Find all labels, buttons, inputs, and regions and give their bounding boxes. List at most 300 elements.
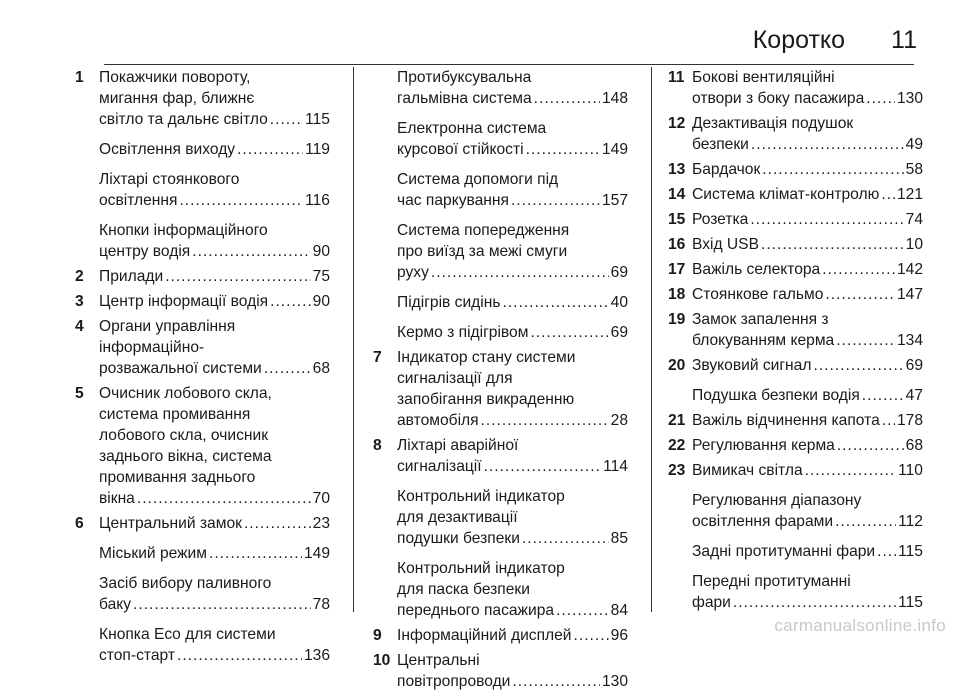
index-entry	[668, 259, 923, 280]
page-reference: 69	[610, 264, 628, 281]
entry-line: Індикатор стану системи	[397, 349, 576, 366]
entry-number: 8	[373, 437, 382, 454]
entry-last-line	[99, 358, 330, 379]
dot-leader	[137, 488, 311, 509]
page-reference: 130	[896, 90, 923, 107]
entry-line: промивання заднього	[99, 469, 256, 486]
entry-text	[397, 347, 628, 431]
index-entry	[668, 234, 923, 255]
entry-label: Бардачок	[692, 161, 761, 178]
index-entry	[373, 118, 628, 160]
index-entry	[373, 169, 628, 211]
dot-leader	[530, 322, 608, 343]
index-entry	[75, 139, 330, 160]
header-divider	[104, 64, 914, 65]
entry-number: 17	[668, 261, 686, 278]
entry-last-line	[99, 190, 330, 211]
entry-label: стоп-старт	[99, 647, 175, 664]
entry-label: переднього пасажира	[397, 602, 555, 619]
index-entry	[668, 184, 923, 205]
dot-leader	[866, 88, 895, 109]
page-reference: 69	[905, 357, 923, 374]
entry-label: руху	[397, 264, 429, 281]
entry-last-line	[692, 410, 923, 431]
entry-last-line	[692, 184, 923, 205]
page-reference: 115	[898, 594, 923, 611]
index-entry	[668, 159, 923, 180]
entry-text	[99, 291, 330, 312]
page-reference: 47	[905, 387, 923, 404]
entry-number: 11	[668, 69, 685, 86]
entry-label: Стоянкове гальмо	[692, 286, 824, 303]
entry-text	[397, 625, 628, 646]
entry-last-line	[692, 592, 923, 613]
page-reference: 115	[898, 543, 923, 560]
dot-leader	[835, 511, 896, 532]
index-entry	[75, 220, 330, 262]
entry-label: Задні протитуманні фари	[692, 543, 876, 560]
entry-line: Система попередження	[397, 222, 570, 239]
entry-label: Центр інформації водія	[99, 293, 269, 310]
entry-last-line	[99, 139, 330, 160]
index-entry	[75, 67, 330, 130]
entry-label: Важіль відчинення капота	[692, 412, 880, 429]
entry-last-line	[99, 241, 330, 262]
dot-leader	[237, 139, 303, 160]
entry-line: Електронна система	[397, 120, 547, 137]
entry-number: 12	[668, 115, 686, 132]
dot-leader	[837, 435, 904, 456]
entry-number: 16	[668, 236, 686, 253]
entry-text	[99, 624, 330, 666]
column-divider-2	[651, 67, 652, 612]
entry-last-line	[397, 88, 628, 109]
index-entry	[75, 513, 330, 534]
entry-line: інформаційно-	[99, 339, 205, 356]
dot-leader	[270, 109, 303, 130]
entry-text	[397, 435, 628, 477]
entry-label: автомобіля	[397, 412, 479, 429]
page-reference: 136	[303, 647, 330, 664]
dot-leader	[481, 410, 609, 431]
entry-line: лобового скла, очисник	[99, 427, 269, 444]
entry-text	[692, 209, 923, 230]
entry-label: Вхід USB	[692, 236, 759, 253]
dot-leader	[133, 594, 311, 615]
entry-number: 7	[373, 349, 382, 366]
index-entry	[668, 113, 923, 155]
dot-leader	[264, 358, 311, 379]
page-reference: 121	[896, 186, 923, 203]
dot-leader	[574, 625, 609, 646]
page-reference: 115	[305, 111, 330, 128]
entry-number: 14	[668, 186, 686, 203]
page-reference: 78	[312, 596, 330, 613]
index-entry	[668, 385, 923, 406]
index-entry	[373, 650, 628, 692]
entry-line: Передні протитуманні	[692, 573, 851, 590]
entry-text	[397, 118, 628, 160]
page-reference: 130	[601, 673, 628, 690]
entry-label: повітропроводи	[397, 673, 511, 690]
entry-last-line	[692, 284, 923, 305]
index-column-1	[75, 67, 330, 666]
entry-label: центру водія	[99, 243, 191, 260]
dot-leader	[825, 284, 895, 305]
entry-text	[99, 220, 330, 262]
entry-text	[692, 410, 923, 431]
index-entry	[75, 291, 330, 312]
page-reference: 147	[896, 286, 923, 303]
index-entry	[373, 292, 628, 313]
index-entry	[75, 543, 330, 564]
entry-text	[692, 355, 923, 376]
entry-last-line	[692, 385, 923, 406]
entry-last-line	[99, 109, 330, 130]
index-entry	[668, 490, 923, 532]
entry-last-line	[397, 190, 628, 211]
page-reference: 40	[610, 294, 628, 311]
entry-label: Міський режим	[99, 545, 207, 562]
index-entry	[75, 316, 330, 379]
entry-number: 3	[75, 293, 84, 310]
index-entry	[373, 322, 628, 343]
entry-line: сигналізації для	[397, 370, 513, 387]
dot-leader	[813, 355, 903, 376]
page-reference: 148	[601, 90, 628, 107]
dot-leader	[762, 159, 903, 180]
page-reference: 119	[305, 141, 330, 158]
index-entry	[373, 220, 628, 283]
entry-line: Очисник лобового скла,	[99, 385, 272, 402]
entry-line: мигання фар, ближнє	[99, 90, 255, 107]
index-entry	[75, 573, 330, 615]
entry-line: для паска безпеки	[397, 581, 530, 598]
index-entry	[373, 67, 628, 109]
entry-line: Кнопки інформаційного	[99, 222, 268, 239]
dot-leader	[270, 291, 311, 312]
entry-line: про виїзд за межі смуги	[397, 243, 568, 260]
page-reference: 58	[905, 161, 923, 178]
entry-last-line	[692, 134, 923, 155]
entry-text	[397, 322, 628, 343]
entry-number: 20	[668, 357, 686, 374]
page-reference: 49	[905, 136, 923, 153]
page-reference: 90	[312, 293, 330, 310]
entry-label: сигналізації	[397, 458, 482, 475]
entry-text	[99, 543, 330, 564]
entry-line: для дезактивації	[397, 509, 518, 526]
index-entry	[75, 169, 330, 211]
dot-leader	[534, 88, 600, 109]
entry-last-line	[692, 234, 923, 255]
column-divider-1	[353, 67, 354, 612]
entry-text	[692, 67, 923, 109]
entry-number: 15	[668, 211, 686, 228]
entry-label: Прилади	[99, 268, 164, 285]
page-reference: 74	[905, 211, 923, 228]
index-entry	[668, 435, 923, 456]
entry-text	[99, 383, 330, 509]
entry-line: Замок запалення з	[692, 311, 829, 328]
page-reference: 112	[898, 513, 923, 530]
index-entry	[668, 309, 923, 351]
entry-label: Регулювання керма	[692, 437, 835, 454]
entry-line: Ліхтарі стоянкового	[99, 171, 240, 188]
entry-label: подушки безпеки	[397, 530, 520, 547]
page-reference: 149	[303, 545, 330, 562]
dot-leader	[209, 543, 302, 564]
entry-text	[99, 266, 330, 287]
dot-leader	[882, 410, 895, 431]
dot-leader	[165, 266, 310, 287]
index-entry	[373, 486, 628, 549]
dot-leader	[502, 292, 608, 313]
page-reference: 68	[905, 437, 923, 454]
entry-text	[692, 184, 923, 205]
index-entry	[75, 383, 330, 509]
entry-line: Кнопка Eco для системи	[99, 626, 276, 643]
entry-label: фари	[692, 594, 731, 611]
entry-text	[99, 513, 330, 534]
page-number: 11	[891, 26, 917, 54]
entry-text	[397, 292, 628, 313]
entry-number: 18	[668, 286, 686, 303]
entry-line: Контрольний індикатор	[397, 488, 565, 505]
page-reference: 75	[312, 268, 330, 285]
page-header	[0, 26, 917, 56]
index-entry	[75, 624, 330, 666]
dot-leader	[179, 190, 303, 211]
entry-number: 6	[75, 515, 84, 532]
entry-label: Вимикач світла	[692, 462, 803, 479]
entry-line: Регулювання діапазону	[692, 492, 862, 509]
page-reference: 96	[610, 627, 628, 644]
entry-last-line	[397, 292, 628, 313]
entry-last-line	[99, 291, 330, 312]
entry-text	[397, 558, 628, 621]
entry-last-line	[397, 671, 628, 692]
index-entry	[668, 460, 923, 481]
watermark: carmanualsonline.info	[774, 616, 946, 635]
dot-leader	[526, 139, 600, 160]
entry-text	[692, 490, 923, 532]
entry-line: заднього вікна, система	[99, 448, 272, 465]
page-reference: 85	[610, 530, 628, 547]
entry-last-line	[397, 600, 628, 621]
entry-number: 10	[373, 652, 391, 669]
entry-last-line	[692, 159, 923, 180]
page-reference: 149	[601, 141, 628, 158]
entry-last-line	[99, 645, 330, 666]
entry-label: Підігрів сидінь	[397, 294, 501, 311]
entry-text	[99, 573, 330, 615]
entry-last-line	[692, 88, 923, 109]
dot-leader	[512, 671, 600, 692]
page-reference: 134	[896, 332, 923, 349]
page-reference: 110	[898, 462, 923, 479]
entry-label: освітлення	[99, 192, 178, 209]
entry-label: Подушка безпеки водія	[692, 387, 860, 404]
index-column-2	[373, 67, 628, 692]
entry-last-line	[99, 266, 330, 287]
entry-label: час паркування	[397, 192, 509, 209]
index-entry	[373, 435, 628, 477]
entry-last-line	[397, 139, 628, 160]
entry-text	[692, 234, 923, 255]
dot-leader	[522, 528, 609, 549]
page-reference: 23	[312, 515, 330, 532]
entry-line: Протибуксувальна	[397, 69, 532, 86]
dot-leader	[556, 600, 609, 621]
index-entry	[75, 266, 330, 287]
dot-leader	[511, 190, 600, 211]
entry-last-line	[397, 322, 628, 343]
entry-last-line	[692, 511, 923, 532]
entry-line: Покажчики повороту,	[99, 69, 251, 86]
entry-label: світло та дальнє світло	[99, 111, 268, 128]
entry-last-line	[99, 543, 330, 564]
entry-line: Засіб вибору паливного	[99, 575, 272, 592]
page-reference: 116	[305, 192, 330, 209]
entry-last-line	[99, 594, 330, 615]
entry-text	[692, 159, 923, 180]
entry-label: блокуванням керма	[692, 332, 835, 349]
index-entry	[668, 571, 923, 613]
entry-number: 23	[668, 462, 686, 479]
entry-line: Бокові вентиляційні	[692, 69, 835, 86]
page-reference: 10	[905, 236, 923, 253]
entry-number: 19	[668, 311, 686, 328]
index-entry	[373, 558, 628, 621]
dot-leader	[751, 134, 904, 155]
entry-text	[397, 220, 628, 283]
entry-text	[692, 259, 923, 280]
page-reference: 28	[610, 412, 628, 429]
dot-leader	[244, 513, 311, 534]
entry-label: розважальної системи	[99, 360, 262, 377]
dot-leader	[192, 241, 310, 262]
entry-last-line	[397, 625, 628, 646]
entry-text	[397, 67, 628, 109]
entry-label: Важіль селектора	[692, 261, 821, 278]
entry-text	[692, 284, 923, 305]
index-entry	[373, 347, 628, 431]
entry-last-line	[397, 262, 628, 283]
entry-label: Звуковий сигнал	[692, 357, 812, 374]
index-column-3	[668, 67, 923, 613]
entry-label: вікна	[99, 490, 135, 507]
dot-leader	[805, 460, 897, 481]
page-reference: 142	[896, 261, 923, 278]
entry-label: Освітлення виходу	[99, 141, 236, 158]
entry-number: 5	[75, 385, 84, 402]
entry-last-line	[692, 541, 923, 562]
entry-last-line	[692, 259, 923, 280]
entry-label: освітлення фарами	[692, 513, 834, 530]
entry-line: Дезактивація подушок	[692, 115, 854, 132]
entry-last-line	[692, 330, 923, 351]
index-entry	[668, 410, 923, 431]
entry-text	[397, 169, 628, 211]
entry-last-line	[397, 528, 628, 549]
entry-text	[99, 67, 330, 130]
entry-text	[692, 541, 923, 562]
entry-label: отвори з боку пасажира	[692, 90, 865, 107]
page-reference: 84	[610, 602, 628, 619]
entry-text	[692, 571, 923, 613]
entry-last-line	[397, 456, 628, 477]
entry-label: Кермо з підігрівом	[397, 324, 529, 341]
dot-leader	[750, 209, 903, 230]
index-entry	[668, 209, 923, 230]
entry-label: курсової стійкості	[397, 141, 524, 158]
entry-text	[692, 309, 923, 351]
entry-label: баку	[99, 596, 132, 613]
index-entry	[668, 355, 923, 376]
dot-leader	[761, 234, 904, 255]
entry-line: система промивання	[99, 406, 251, 423]
entry-number: 1	[75, 69, 84, 86]
entry-last-line	[692, 355, 923, 376]
section-title: Коротко	[752, 26, 846, 54]
entry-text	[692, 113, 923, 155]
entry-last-line	[692, 460, 923, 481]
entry-label: Система клімат-контролю	[692, 186, 880, 203]
entry-label: Центральний замок	[99, 515, 242, 532]
entry-last-line	[99, 513, 330, 534]
entry-last-line	[692, 209, 923, 230]
entry-line: Система допомоги під	[397, 171, 559, 188]
entry-number: 13	[668, 161, 686, 178]
entry-label: Розетка	[692, 211, 749, 228]
entry-last-line	[692, 435, 923, 456]
index-entry	[668, 284, 923, 305]
entry-last-line	[99, 488, 330, 509]
entry-line: Ліхтарі аварійної	[397, 437, 519, 454]
index-entry	[668, 541, 923, 562]
index-entry	[668, 67, 923, 109]
dot-leader	[484, 456, 602, 477]
entry-line: Центральні	[397, 652, 480, 669]
entry-text	[99, 169, 330, 211]
entry-text	[99, 316, 330, 379]
page-reference: 70	[312, 490, 330, 507]
entry-line: запобігання викраденню	[397, 391, 575, 408]
dot-leader	[733, 592, 896, 613]
dot-leader	[822, 259, 895, 280]
dot-leader	[431, 262, 609, 283]
dot-leader	[177, 645, 302, 666]
entry-text	[692, 385, 923, 406]
dot-leader	[836, 330, 895, 351]
entry-label: безпеки	[692, 136, 749, 153]
page-reference: 178	[896, 412, 923, 429]
entry-number: 2	[75, 268, 84, 285]
entry-number: 22	[668, 437, 686, 454]
entry-last-line	[397, 410, 628, 431]
entry-label: гальмівна система	[397, 90, 532, 107]
entry-number: 4	[75, 318, 84, 335]
page-reference: 69	[610, 324, 628, 341]
dot-leader	[877, 541, 896, 562]
entry-number: 21	[668, 412, 686, 429]
page-reference: 157	[601, 192, 628, 209]
page-reference: 68	[312, 360, 330, 377]
entry-text	[692, 460, 923, 481]
dot-leader	[881, 184, 895, 205]
entry-line: Органи управління	[99, 318, 236, 335]
